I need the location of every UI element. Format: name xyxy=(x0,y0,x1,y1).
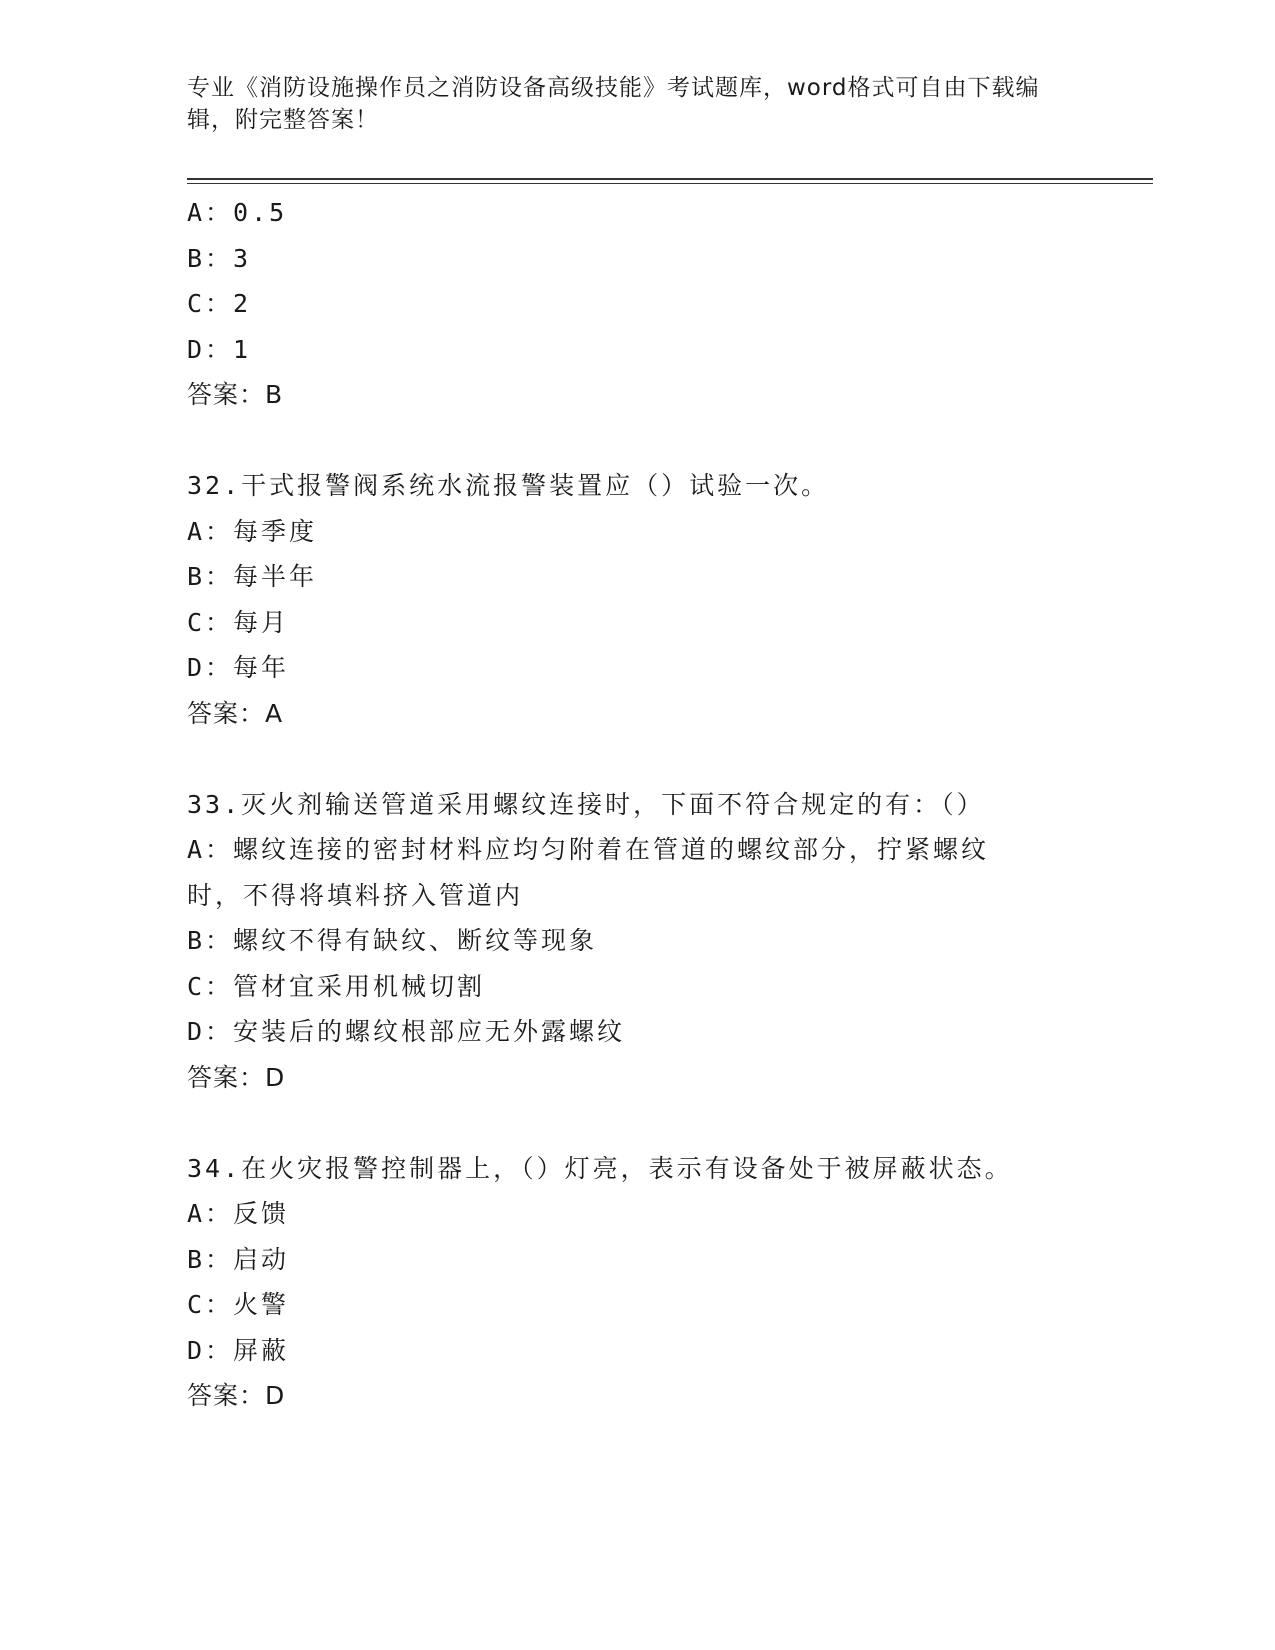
option-b: B：启动 xyxy=(187,1244,290,1274)
option-b: B：3 xyxy=(187,243,252,273)
option-a: A：0.5 xyxy=(187,198,288,227)
document-header: 专业《消防设施操作员之消防设备高级技能》考试题库，word格式可自由下载编辑，附完整答案！ xyxy=(187,75,1040,133)
option-a: A：反馈 xyxy=(187,1199,290,1228)
question-31-continued xyxy=(187,190,1147,418)
question-text: 32.干式报警阀系统水流报警装置应（）试验一次。 xyxy=(187,471,830,500)
question-32 xyxy=(187,463,1147,736)
header-divider-thin xyxy=(187,183,1153,184)
question-text: 33.灭火剂输送管道采用螺纹连接时，下面不符合规定的有：（） xyxy=(187,789,985,819)
header-divider xyxy=(187,178,1153,180)
answer: 答案：D xyxy=(187,1062,286,1092)
option-a: A：螺纹连接的密封材料应均匀附着在管道的螺纹部分，拧紧螺纹时，不得将填料挤入管道内 xyxy=(187,835,990,910)
option-d: D：安装后的螺纹根部应无外露螺纹 xyxy=(187,1017,626,1046)
answer: 答案：D xyxy=(187,1381,286,1410)
question-text: 34.在火灾报警控制器上，（）灯亮，表示有设备处于被屏蔽状态。 xyxy=(187,1153,1013,1183)
option-b: B：螺纹不得有缺纹、断纹等现象 xyxy=(187,926,598,955)
question-33 xyxy=(187,782,1147,1101)
answer: 答案：A xyxy=(187,698,284,728)
option-a: A：每季度 xyxy=(187,516,318,546)
option-c: C：管材宜采用机械切割 xyxy=(187,971,486,1001)
spacer xyxy=(187,736,1147,782)
question-34 xyxy=(187,1146,1147,1419)
option-c: C：火警 xyxy=(187,1290,290,1319)
option-d: D：1 xyxy=(187,334,252,364)
option-c: C：每月 xyxy=(187,607,290,637)
option-b: B：每半年 xyxy=(187,562,318,591)
spacer xyxy=(187,418,1147,464)
spacer xyxy=(187,1100,1147,1146)
question-list xyxy=(187,190,1147,1419)
option-c: C：2 xyxy=(187,289,252,318)
answer: 答案：B xyxy=(187,380,284,409)
option-d: D：每年 xyxy=(187,653,290,682)
option-d: D：屏蔽 xyxy=(187,1335,290,1365)
